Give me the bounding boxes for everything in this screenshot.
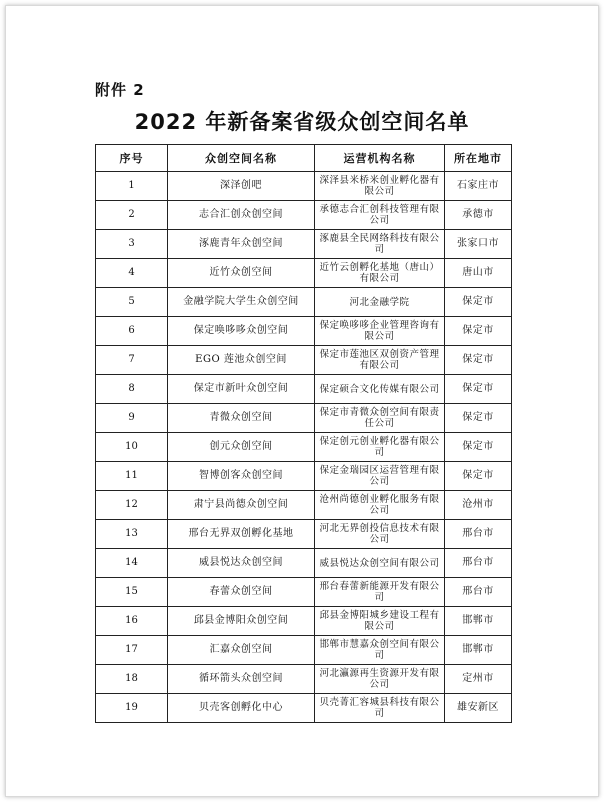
header-city: 所在地市 (445, 145, 512, 172)
table-row (96, 665, 512, 694)
table-row (96, 491, 512, 520)
row-city: 保定市 (445, 433, 512, 462)
row-index: 5 (96, 288, 168, 317)
table-row (96, 288, 512, 317)
row-space-name: 汇嘉众创空间 (168, 636, 315, 665)
row-operator: 保定金瑞园区运营管理有限公司 (315, 462, 445, 491)
row-city: 唐山市 (445, 259, 512, 288)
row-space-name: 深泽创吧 (168, 172, 315, 201)
table-row (96, 520, 512, 549)
row-space-name: 威县悦达众创空间 (168, 549, 315, 578)
row-city: 邢台市 (445, 520, 512, 549)
row-space-name: 金融学院大学生众创空间 (168, 288, 315, 317)
row-index: 9 (96, 404, 168, 433)
row-city: 保定市 (445, 404, 512, 433)
row-city: 雄安新区 (445, 694, 512, 723)
row-city: 邢台市 (445, 578, 512, 607)
row-operator: 威县悦达众创空间有限公司 (315, 549, 445, 578)
table-row (96, 462, 512, 491)
table-row (96, 433, 512, 462)
row-space-name: 创元众创空间 (168, 433, 315, 462)
row-index: 11 (96, 462, 168, 491)
table-row (96, 578, 512, 607)
row-operator: 涿鹿县全民网络科技有限公司 (315, 230, 445, 259)
space-list-table (95, 144, 512, 723)
header-space-name: 众创空间名称 (168, 145, 315, 172)
row-space-name: 贝壳客创孵化中心 (168, 694, 315, 723)
row-space-name: 智博创客众创空间 (168, 462, 315, 491)
row-operator: 保定市莲池区双创资产管理有限公司 (315, 346, 445, 375)
table-row (96, 636, 512, 665)
row-space-name: 保定唤哆哆众创空间 (168, 317, 315, 346)
row-index: 13 (96, 520, 168, 549)
row-city: 石家庄市 (445, 172, 512, 201)
table-row (96, 172, 512, 201)
row-space-name: 春蕾众创空间 (168, 578, 315, 607)
table-row (96, 607, 512, 636)
row-index: 14 (96, 549, 168, 578)
row-space-name: 近竹众创空间 (168, 259, 315, 288)
row-operator: 深泽县米桥米创业孵化器有限公司 (315, 172, 445, 201)
row-city: 承德市 (445, 201, 512, 230)
row-city: 邯郸市 (445, 607, 512, 636)
table-row (96, 404, 512, 433)
row-space-name: 邢台无界双创孵化基地 (168, 520, 315, 549)
document-title: 2022 年新备案省级众创空间名单 (134, 110, 470, 134)
row-space-name: 循环箭头众创空间 (168, 665, 315, 694)
row-space-name: 保定市新叶众创空间 (168, 375, 315, 404)
row-space-name: 肃宁县尚德众创空间 (168, 491, 315, 520)
table-row (96, 317, 512, 346)
row-space-name: 涿鹿青年众创空间 (168, 230, 315, 259)
row-index: 17 (96, 636, 168, 665)
row-operator: 邢台春蕾新能源开发有限公司 (315, 578, 445, 607)
row-index: 1 (96, 172, 168, 201)
row-city: 保定市 (445, 346, 512, 375)
row-operator: 邱县金博阳城乡建设工程有限公司 (315, 607, 445, 636)
row-operator: 保定创元创业孵化器有限公司 (315, 433, 445, 462)
header-operator: 运营机构名称 (315, 145, 445, 172)
table-row (96, 694, 512, 723)
row-space-name: 志合汇创众创空间 (168, 201, 315, 230)
attachment-label: 附件 2 (95, 81, 145, 99)
table-row (96, 375, 512, 404)
row-operator: 贝壳菁汇容城县科技有限公司 (315, 694, 445, 723)
table-row (96, 230, 512, 259)
row-index: 7 (96, 346, 168, 375)
row-city: 定州市 (445, 665, 512, 694)
row-operator: 河北无界创投信息技术有限公司 (315, 520, 445, 549)
row-index: 12 (96, 491, 168, 520)
row-city: 保定市 (445, 375, 512, 404)
row-index: 18 (96, 665, 168, 694)
row-index: 8 (96, 375, 168, 404)
row-index: 10 (96, 433, 168, 462)
row-index: 15 (96, 578, 168, 607)
table-row (96, 549, 512, 578)
row-operator: 河北金融学院 (315, 288, 445, 317)
row-operator: 保定硕合文化传媒有限公司 (315, 375, 445, 404)
row-city: 邢台市 (445, 549, 512, 578)
row-city: 沧州市 (445, 491, 512, 520)
row-index: 16 (96, 607, 168, 636)
row-index: 6 (96, 317, 168, 346)
row-city: 保定市 (445, 462, 512, 491)
row-index: 2 (96, 201, 168, 230)
row-city: 保定市 (445, 317, 512, 346)
row-index: 3 (96, 230, 168, 259)
row-operator: 河北瀛源再生资源开发有限公司 (315, 665, 445, 694)
row-operator: 近竹云创孵化基地（唐山）有限公司 (315, 259, 445, 288)
table-header-row (96, 145, 512, 172)
row-operator: 邯郸市慧嘉众创空间有限公司 (315, 636, 445, 665)
table-row (96, 346, 512, 375)
row-city: 张家口市 (445, 230, 512, 259)
header-index: 序号 (96, 145, 168, 172)
row-operator: 保定市青微众创空间有限责任公司 (315, 404, 445, 433)
row-space-name: 青微众创空间 (168, 404, 315, 433)
row-index: 4 (96, 259, 168, 288)
table-row (96, 259, 512, 288)
table-row (96, 201, 512, 230)
row-space-name: 邱县金博阳众创空间 (168, 607, 315, 636)
row-operator: 沧州尚德创业孵化服务有限公司 (315, 491, 445, 520)
row-city: 保定市 (445, 288, 512, 317)
row-city: 邯郸市 (445, 636, 512, 665)
table-body (96, 172, 512, 723)
row-operator: 承德志合汇创科技管理有限公司 (315, 201, 445, 230)
row-operator: 保定唤哆哆企业管理咨询有限公司 (315, 317, 445, 346)
row-index: 19 (96, 694, 168, 723)
row-space-name: EGO 莲池众创空间 (168, 346, 315, 375)
